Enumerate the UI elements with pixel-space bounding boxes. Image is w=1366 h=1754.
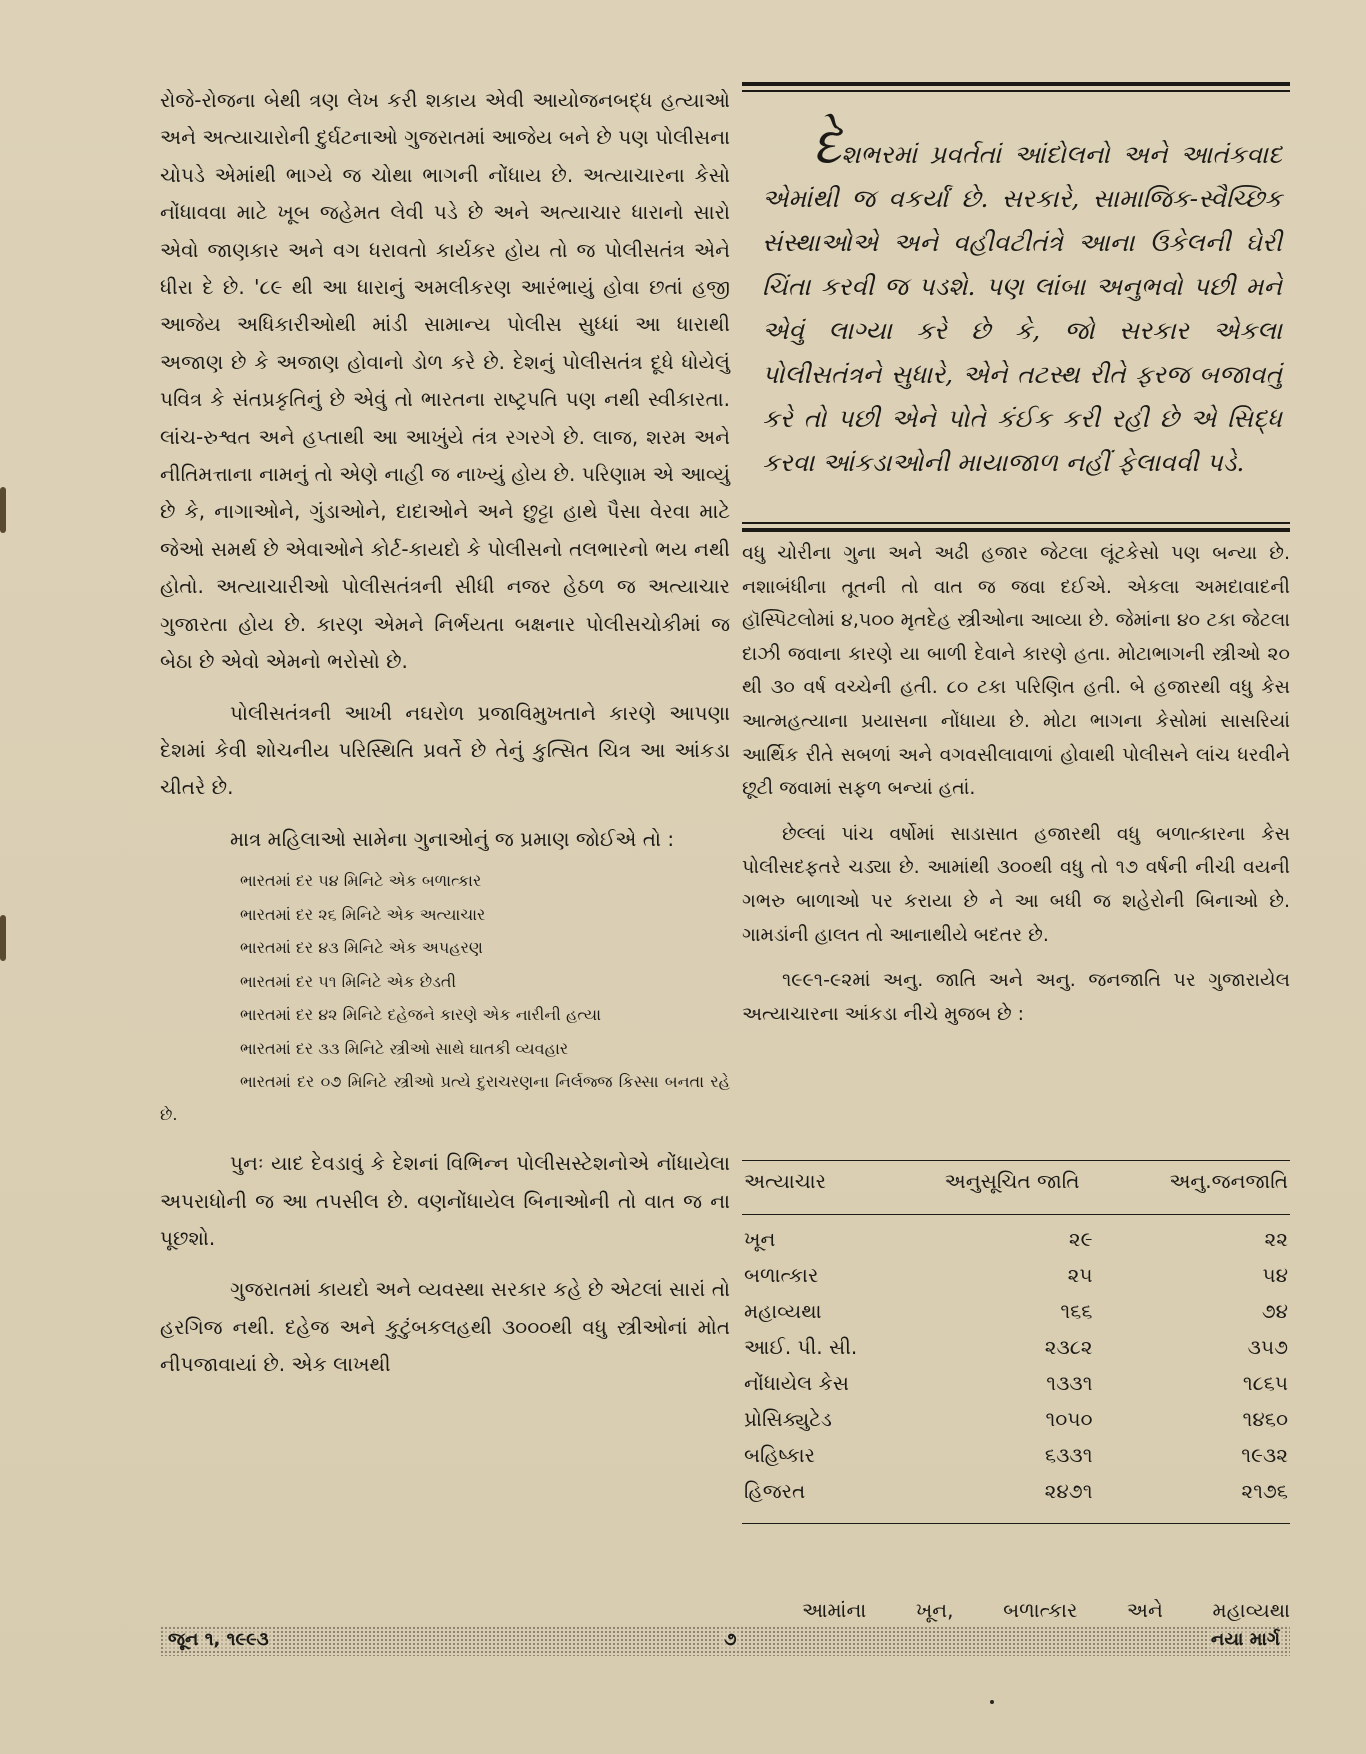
quote-bottom-rule-thin [742,522,1290,524]
sc-value: ૨૪૭૧ [1044,1479,1093,1503]
quote-top-rule [742,82,1290,86]
stat-item: ભારતમાં દર ૫૪ મિનિટે એક બળાત્કાર [240,871,482,891]
table-row [742,1473,1290,1509]
left-para-5: ગુજરાતમાં કાયદો અને વ્યવસ્થા સરકાર કહે છે એટલાં સારાં તો હરગિજ નથી. દહેજ અને કુટુંબકલહથી ૩૦૦૦થી વધુ સ્ત્રીઓનાં મોત નીપજાવાયાં છે. એક લાખથી [160,1277,730,1377]
table-row [742,1365,1290,1401]
row-label: બળાત્કાર [744,1263,819,1287]
header-scheduled-caste: અનુસૂચિત જાતિ [944,1169,1080,1193]
page-number: ૭ [720,1629,741,1650]
pull-quote-text [762,116,1282,485]
stat-item: ભારતમાં દર ૫૧ મિનિટે એક છેડતી [240,971,457,991]
row-label: પ્રોસિક્યુટેડ [744,1407,832,1431]
crime-stat-list [240,864,730,1065]
stat-item-last: ભારતમાં દર ૦૭ મિનિટે સ્ત્રીઓ પ્રત્યે દુરાચરણના નિર્લજ્જ કિસ્સા બનતા રહે છે. [160,1072,730,1125]
left-para-4: પુનઃ યાદ દેવડાવું કે દેશનાં વિભિન્ન પોલીસસ્ટેશનોએ નોંધાયેલા અપરાધોની જ આ તપસીલ છે. વણનોંધાયેલ બિનાઓની તો વાત જ ના પૂછશો. [160,1151,730,1250]
sc-value: ૧૬૬ [1060,1299,1093,1323]
header-atrocity: અત્યાચાર [744,1169,826,1193]
right-column [742,537,1290,1031]
row-label: હિજરત [744,1479,806,1503]
st-value: ૭૪ [1261,1299,1288,1323]
st-value: ૫૪ [1262,1263,1288,1287]
table-row [742,1401,1290,1437]
sc-value: ૬૩૩૧ [1044,1443,1093,1467]
right-tail-line: આમાંના ખૂન, બળાત્કાર અને મહાવ્યથા [802,1598,1290,1622]
sc-value: ૧૦૫૦ [1045,1407,1093,1431]
right-para-1: વધુ ચોરીના ગુના અને અઢી હજાર જેટલા લૂંટકેસો પણ બન્યા છે. નશાબંધીના તૂતની તો વાત જ જવા દઈએ. એકલા અમદાવાદની હૉસ્પિટલોમાં ૪,૫૦૦ મૃતદેહ સ્ત્રીઓના આવ્યા છે. જેમાંના ૪૦ ટકા જેટલા દાઝી જવાના કારણે યા બાળી દેવાને કારણે હતા. મોટાભાગની સ્ત્રીઓ ૨૦ થી ૩૦ વર્ષ વચ્ચેની હતી. ૮૦ ટકા પરિણિત હતી. બે હજારથી વધુ કેસ આત્મહત્યાના પ્રયાસના નોંધાયા છે. મોટા ભાગના કેસોમાં સાસરિયાં આર્થિક રીતે સબળાં અને વગવસીલાવાળાં હોવાથી પોલીસને લાંચ ધરવીને છૂટી જવામાં સફળ બન્યાં હતાં. [742,542,1290,800]
st-value: ૩૫૭ [1247,1335,1288,1359]
left-column [160,82,730,1384]
row-label: મહાવ્યથા [744,1299,822,1323]
table-row [742,1437,1290,1473]
atrocity-table [742,1160,1290,1524]
page-footer [160,1626,1290,1656]
sc-value: ૨૯ [1068,1227,1093,1251]
st-value: ૨૨ [1264,1227,1288,1251]
row-label: આઈ. પી. સી. [744,1335,858,1359]
sc-value: ૨૫ [1067,1263,1093,1287]
table-bottom-rule [742,1523,1290,1524]
print-speck [990,1700,994,1704]
row-label: ખૂન [744,1227,776,1251]
quote-bottom-rule [742,522,1290,532]
sc-value: ૨૩૮૨ [1044,1335,1093,1359]
st-value: ૨૧૭૬ [1241,1479,1288,1503]
left-para-1: રોજે-રોજના બેથી ત્રણ લેખ કરી શકાય એવી આયોજનબદ્ધ હત્યાઓ અને અત્યાચારોની દુર્ઘટનાઓ ગુજરાતમાં આજેય બને છે પણ પોલીસના ચોપડે એમાંથી ભાગ્યે જ ચોથા ભાગની નોંધાય છે. અત્યાચારના કેસો નોંધાવવા માટે ખૂબ જહેમત લેવી પડે છે અને અત્યાચાર ધારાનો સારો એવો જાણકાર અને વગ ધરાવતો કાર્યકર હોય તો જ પોલીસતંત્ર એને ધીરા દે છે. '૮૯ થી આ ધારાનું અમલીકરણ આરંભાયું હોવા છતાં હજી આજેય અધિકારીઓથી માંડી સામાન્ય પોલીસ સુધ્ધાં આ ધારાથી અજાણ છે કે અજાણ હોવાનો ડોળ કરે છે. દેશનું પોલીસતંત્ર દૂધે ધોયેલું પવિત્ર કે સંતપ્રકૃતિનું છે એવું તો ભારતના રાષ્ટ્રપતિ પણ નથી સ્વીકારતા. લાંચ-રુશ્વત અને હપ્તાથી આ આખુંયે તંત્ર રગરગે છે. લાજ, શરમ અને નીતિમત્તાના નામનું તો એણે નાહી જ નાખ્યું હોય છે. પરિણામ એ આવ્યું છે કે, નાગાઓને, ગુંડાઓને, દાદાઓને અને છુટ્ટા હાથે પૈસા વેરવા માટે જેઓ સમર્થ છે એવાઓને કોર્ટ-કાયદો કે પોલીસનો તલભારનો ભય નથી હોતો. અત્યાચારીઓ પોલીસતંત્રની સીધી નજર હેઠળ જ અત્યાચાર ગુજારતા હોય છે. કારણ એમને નિર્ભયતા બક્ષનાર પોલીસચોકીમાં જ બેઠા છે એવો એમનો ભરોસો છે. [160,88,730,674]
stat-item: ભારતમાં દર ૩૩ મિનિટે સ્ત્રીઓ સાથે ઘાતકી વ્યવહાર [240,1038,569,1058]
pull-quote [742,82,1290,485]
table-header-row [742,1161,1290,1207]
st-value: ૧૪૬૦ [1242,1407,1288,1431]
binding-mark [0,915,6,961]
binding-mark [0,487,6,533]
pull-quote-dropcap: દે [812,116,842,176]
table-row [742,1293,1290,1329]
left-para-3: માત્ર મહિલાઓ સામેના ગુનાઓનું જ પ્રમાણ જોઈએ તો : [230,826,675,851]
right-para-2: છેલ્લાં પાંચ વર્ષોમાં સાડાસાત હજારથી વધુ બળાત્કારના કેસ પોલીસદફતરે ચડ્યા છે. આમાંથી ૩૦૦થી વધુ તો ૧૭ વર્ષની નીચી વયની ગભરુ બાળાઓ પર કરાયા છે ને આ બધી જ શહેરોની બિનાઓ છે. ગામડાંની હાલત તો આનાથીયે બદતર છે. [742,822,1290,946]
magazine-name: નયા માર્ગ [1207,1629,1284,1650]
quote-top-rule-thin [742,90,1290,92]
header-scheduled-tribe: અનુ.જનજાતિ [1169,1169,1288,1193]
sc-value: ૧૩૩૧ [1046,1371,1093,1395]
st-value: ૧૯૩૨ [1241,1443,1288,1467]
row-label: નોંધાયેલ કેસ [744,1371,849,1395]
stat-item: ભારતમાં દર ૨૬ મિનિટે એક અત્યાચાર [240,904,486,924]
left-para-2: પોલીસતંત્રની આખી નઘરોળ પ્રજાવિમુખતાને કારણે આપણા દેશમાં કેવી શોચનીય પરિસ્થિતિ પ્રવર્તે છે તેનું કુત્સિત ચિત્ર આ આંકડા ચીતરે છે. [160,700,730,800]
table-header-rule [742,1214,1290,1215]
stat-item: ભારતમાં દર ૪૩ મિનિટે એક અપહરણ [240,938,483,958]
atrocity-data-table [742,1161,1290,1509]
quote-bottom-rule-thick [742,528,1290,532]
table-row [742,1257,1290,1293]
pull-quote-body: શભરમાં પ્રવર્તતાં આંદોલનો અને આતંકવાદ એમાંથી જ વકર્યાં છે. સરકારે, સામાજિક-સ્વૈચ્છિક સંસ્થાઓએ અને વહીવટીતંત્રે આના ઉકેલની ઘેરી ચિંતા કરવી જ પડશે. પણ લાંબા અનુભવો પછી મને એવું લાગ્યા કરે છે કે, જો સરકાર એકલા પોલીસતંત્રને સુધારે, એને તટસ્થ રીતે ફરજ બજાવતું કરે તો પછી એને પોતે કંઈક કરી રહી છે એ સિદ્ધ કરવા આંકડાઓની માયાજાળ નહીં ફેલાવવી પડે. [762,140,1282,477]
table-row [742,1329,1290,1365]
st-value: ૧૮૬૫ [1242,1371,1288,1395]
stat-item: ભારતમાં દર ૪૨ મિનિટે દહેજને કારણે એક નારીની હત્યા [240,1005,602,1025]
right-para-3: ૧૯૯૧-૯૨માં અનુ. જાતિ અને અનુ. જનજાતિ પર ગુજારાયેલ અત્યાચારના આંકડા નીચે મુજબ છે : [742,969,1290,1025]
row-label: બહિષ્કાર [744,1443,815,1467]
footer-date: જૂન ૧, ૧૯૯૩ [164,1629,273,1650]
table-row [742,1221,1290,1257]
